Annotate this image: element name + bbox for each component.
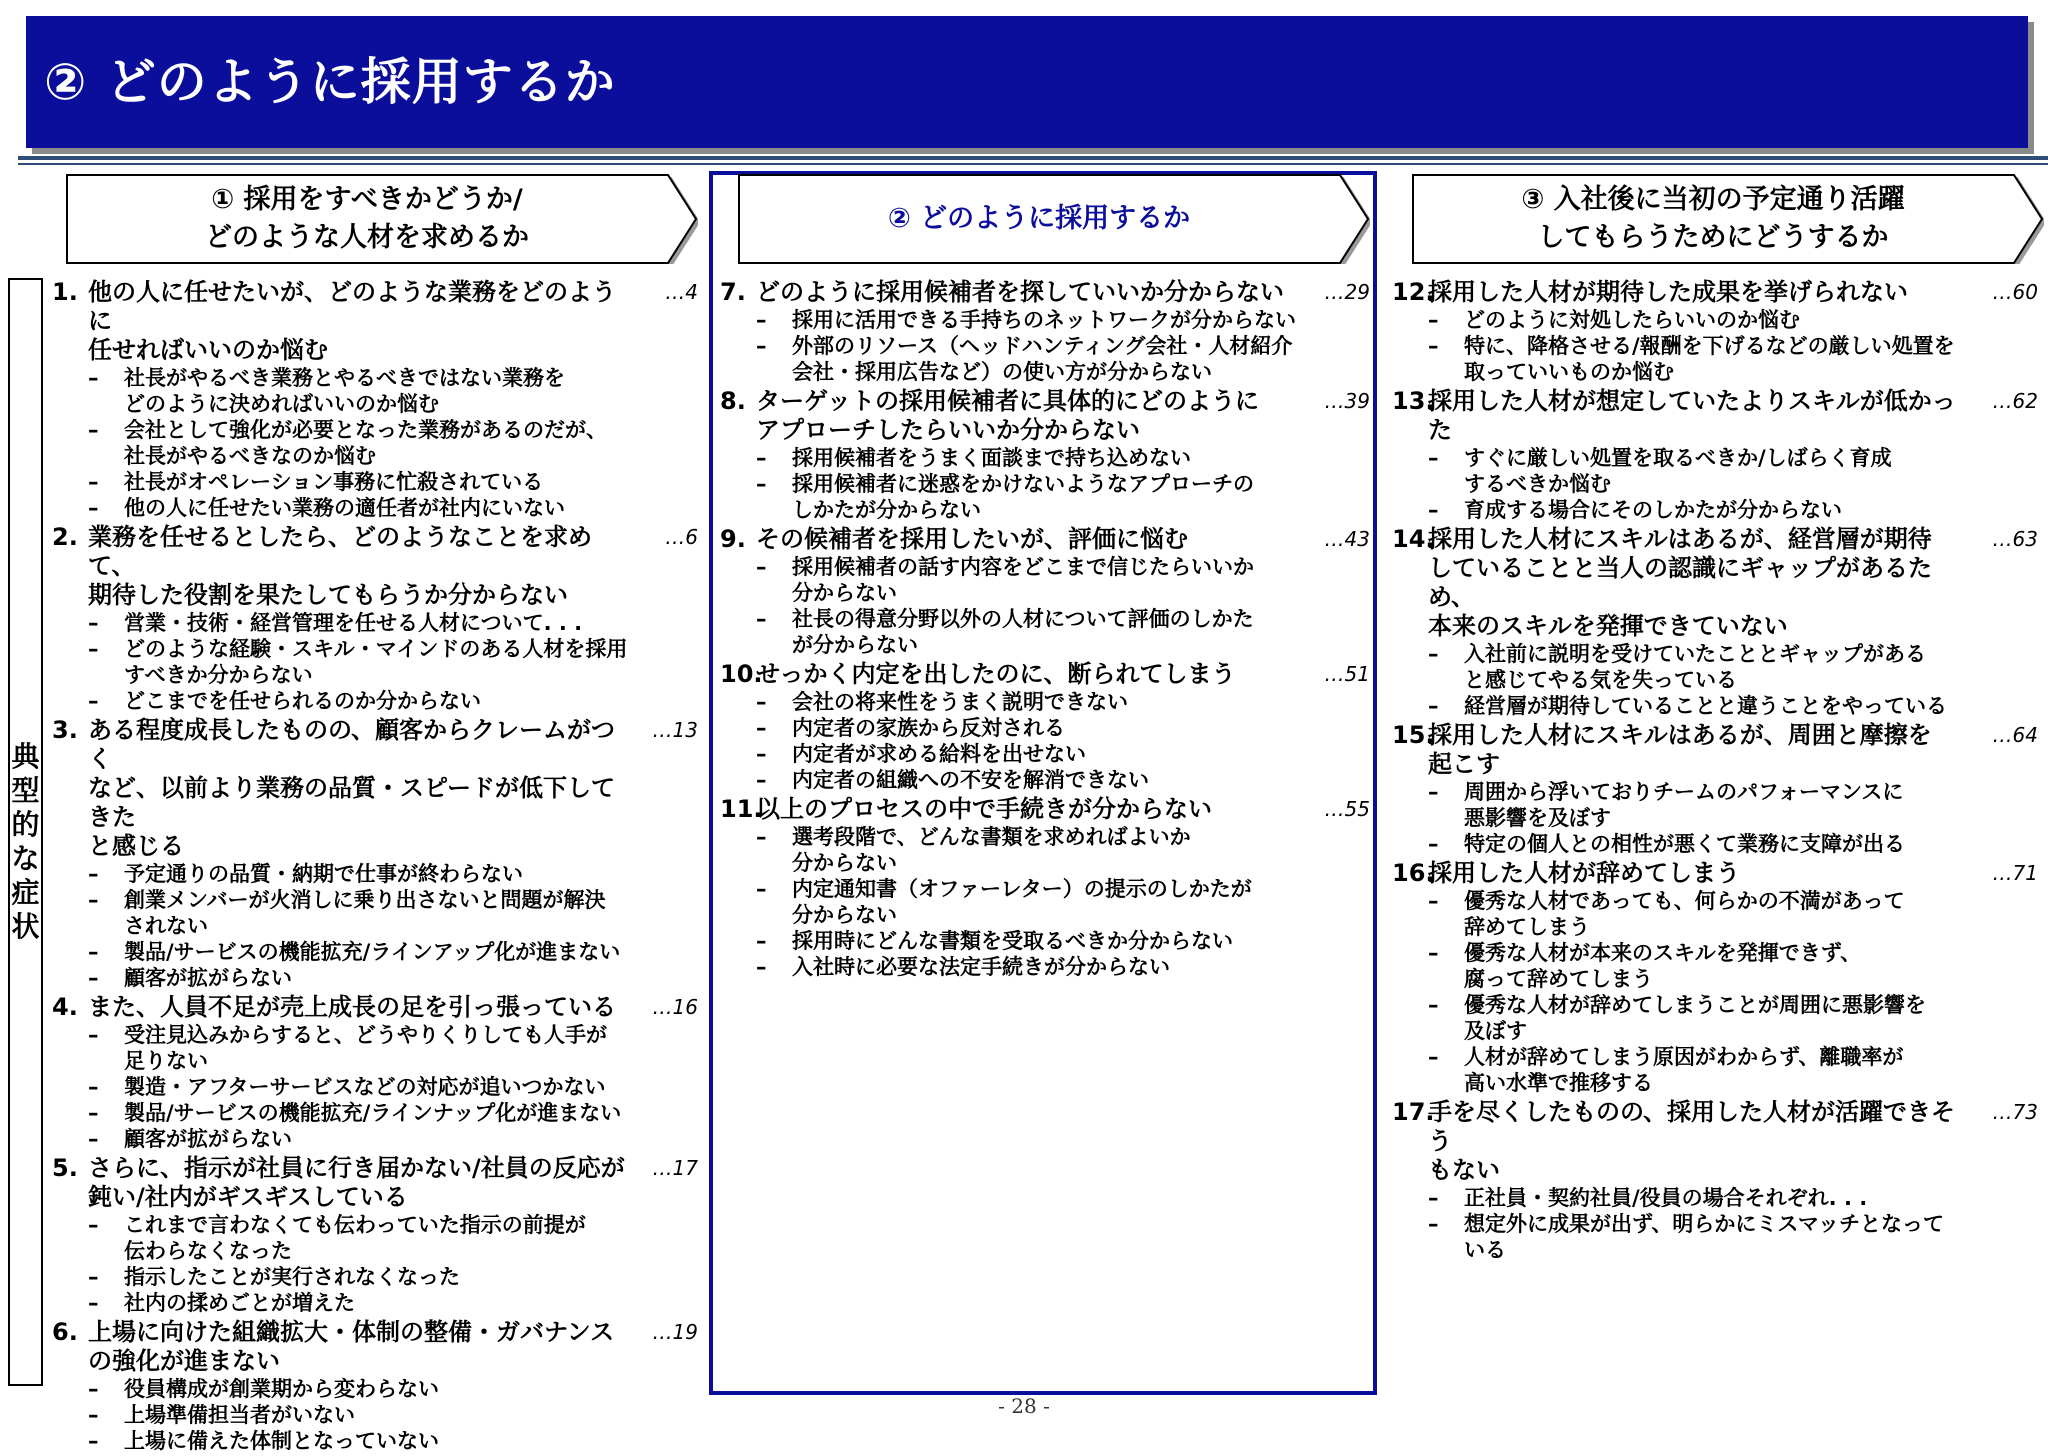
sub-item-text: 内定者が求める給料を出せない	[792, 742, 1086, 766]
item-number: 9.	[720, 525, 746, 553]
symptom-heading	[52, 1318, 702, 1376]
sub-item	[52, 1290, 702, 1316]
dash-bullet-icon: –	[88, 1075, 99, 1099]
symptom-item	[1392, 525, 2042, 719]
sub-item	[52, 1074, 702, 1100]
item-number: 10.	[720, 660, 763, 688]
item-title: 上場に向けた組織拡大・体制の整備・ガバナンス の強化が進まない	[88, 1318, 615, 1375]
sub-item	[1392, 445, 2042, 497]
symptom-heading	[720, 387, 1374, 445]
symptom-heading	[1392, 525, 2042, 641]
item-number: 11.	[720, 795, 763, 823]
header-label-1: ① 採用をすべきかどうか/ どのような人材を求めるか	[205, 184, 529, 253]
sub-item-text: 役員構成が創業期から変わらない	[124, 1377, 439, 1401]
symptom-item	[720, 660, 1374, 793]
dash-bullet-icon: –	[756, 690, 767, 714]
dash-bullet-icon: –	[1428, 832, 1439, 856]
page-reference: …39	[1324, 389, 1370, 413]
divider-line-thin	[18, 163, 2048, 165]
page-reference: …6	[665, 525, 698, 549]
dash-bullet-icon: –	[88, 1213, 99, 1237]
header-label-3: ③ 入社後に当初の予定通り活躍 してもらうためにどうするか	[1521, 184, 1905, 253]
sub-item-text: 会社の将来性をうまく説明できない	[792, 690, 1128, 714]
sub-item	[1392, 1044, 2042, 1096]
symptom-heading	[1392, 859, 2042, 888]
page-reference: …4	[665, 280, 698, 304]
page-reference: …55	[1324, 797, 1370, 821]
sub-item-text: これまで言わなくても伝わっていた指示の前提が 伝わらなくなった	[124, 1213, 586, 1263]
symptom-item	[720, 525, 1374, 658]
symptom-item	[1392, 1098, 2042, 1263]
symptom-item	[720, 795, 1374, 980]
sub-item-text: 上場に備えた体制となっていない	[124, 1429, 439, 1453]
dash-bullet-icon: –	[756, 308, 767, 332]
item-number: 16.	[1392, 859, 1435, 887]
sub-item-list	[52, 1212, 702, 1316]
item-number: 15.	[1392, 721, 1435, 749]
sub-item-list	[52, 861, 702, 991]
sub-item-list	[1392, 1185, 2042, 1263]
sub-item	[720, 741, 1374, 767]
item-number: 14.	[1392, 525, 1435, 553]
sub-item-text: 上場準備担当者がいない	[124, 1403, 355, 1427]
page-reference: …73	[1992, 1100, 2038, 1124]
sub-item-text: 社長の得意分野以外の人材について評価のしかた が分からない	[792, 607, 1254, 657]
sub-item-list	[1392, 307, 2042, 385]
sub-item	[720, 471, 1374, 523]
dash-bullet-icon: –	[756, 446, 767, 470]
dash-bullet-icon: –	[756, 929, 767, 953]
item-title: ある程度成長したものの、顧客からクレームがつく など、以前より業務の品質・スピードが低下してきた と感じる	[88, 716, 616, 860]
sub-item-text: 社長がオペレーション事務に忙殺されている	[124, 470, 544, 494]
dash-bullet-icon: –	[88, 1265, 99, 1289]
dash-bullet-icon: –	[756, 716, 767, 740]
header-arrow-1	[66, 174, 698, 264]
dash-bullet-icon: –	[88, 1291, 99, 1315]
dash-bullet-icon: –	[88, 862, 99, 886]
page-reference: …71	[1992, 861, 2038, 885]
dash-bullet-icon: –	[88, 418, 99, 442]
symptom-item	[52, 716, 702, 991]
sub-item-list	[1392, 888, 2042, 1096]
symptom-heading	[1392, 387, 2042, 445]
page-reference: …19	[652, 1320, 698, 1344]
item-title: 手を尽くしたものの、採用した人材が活躍できそう もない	[1428, 1098, 1956, 1184]
sub-item-text: 内定者の家族から反対される	[792, 716, 1065, 740]
dash-bullet-icon: –	[756, 768, 767, 792]
page-reference: …51	[1324, 662, 1370, 686]
sub-item	[1392, 1211, 2042, 1263]
sub-item	[52, 1428, 702, 1454]
sub-item-text: 製造・アフターサービスなどの対応が追いつかない	[124, 1075, 606, 1099]
page-reference: …43	[1324, 527, 1370, 551]
dash-bullet-icon: –	[756, 472, 767, 496]
dash-bullet-icon: –	[88, 940, 99, 964]
side-label: 典型的な症状	[11, 740, 40, 943]
sub-item-text: 社長がやるべき業務とやるべきではない業務を どのように決めればいいのか悩む	[124, 366, 565, 416]
symptom-item	[1392, 721, 2042, 857]
dash-bullet-icon: –	[1428, 1212, 1439, 1236]
header-label-2: ② どのように採用するか	[887, 203, 1191, 234]
divider-line	[18, 156, 2048, 160]
dash-bullet-icon: –	[88, 611, 99, 635]
dash-bullet-icon: –	[1428, 308, 1439, 332]
sub-item	[52, 939, 702, 965]
sub-item	[52, 887, 702, 939]
dash-bullet-icon: –	[1428, 334, 1439, 358]
symptom-item	[1392, 278, 2042, 385]
sub-item-text: 選考段階で、どんな書類を求めればよいか 分からない	[792, 825, 1191, 875]
sub-item	[1392, 1185, 2042, 1211]
sub-item	[52, 610, 702, 636]
sub-item	[1392, 888, 2042, 940]
symptom-item	[52, 278, 702, 521]
dash-bullet-icon: –	[88, 1101, 99, 1125]
dash-bullet-icon: –	[1428, 446, 1439, 470]
dash-bullet-icon: –	[756, 955, 767, 979]
dash-bullet-icon: –	[88, 1429, 99, 1453]
sub-item-text: 顧客が拡がらない	[124, 1127, 292, 1151]
title-bar	[26, 16, 2028, 148]
sub-item	[52, 688, 702, 714]
sub-item	[52, 965, 702, 991]
dash-bullet-icon: –	[88, 1403, 99, 1427]
sub-item-list	[720, 307, 1374, 385]
sub-item-text: 特に、降格させる/報酬を下げるなどの厳しい処置を 取っていいものか悩む	[1464, 334, 1955, 384]
page-number: - 28 -	[998, 1394, 1050, 1418]
sub-item-text: 営業・技術・経営管理を任せる人材について. . .	[124, 611, 583, 635]
sub-item	[720, 307, 1374, 333]
sub-item-text: 予定通りの品質・納期で仕事が終わらない	[124, 862, 523, 886]
item-title: 採用した人材が想定していたよりスキルが低かった	[1428, 387, 1956, 444]
dash-bullet-icon: –	[1428, 1186, 1439, 1210]
sub-item	[1392, 992, 2042, 1044]
symptom-item	[52, 993, 702, 1152]
sub-item	[52, 495, 702, 521]
sub-item-text: 顧客が拡がらない	[124, 966, 292, 990]
sub-item	[720, 445, 1374, 471]
symptom-item	[52, 1154, 702, 1316]
dash-bullet-icon: –	[756, 742, 767, 766]
page-reference: …64	[1992, 723, 2038, 747]
sub-item	[1392, 779, 2042, 831]
sub-item-text: 受注見込みからすると、どうやりくりしても人手が 足りない	[124, 1023, 607, 1073]
item-number: 12.	[1392, 278, 1435, 306]
header-arrow-3	[1412, 174, 2044, 264]
symptom-heading	[52, 523, 702, 610]
sub-item-text: 優秀な人材であっても、何らかの不満があって 辞めてしまう	[1464, 889, 1905, 939]
column-2	[720, 278, 1374, 982]
item-title: 採用した人材が辞めてしまう	[1428, 859, 1740, 887]
sub-item	[52, 1100, 702, 1126]
side-label-box	[8, 278, 43, 1386]
sub-item-text: 優秀な人材が辞めてしまうことが周囲に悪影響を 及ぼす	[1464, 993, 1926, 1043]
dash-bullet-icon: –	[88, 496, 99, 520]
sub-item-text: 周囲から浮いておりチームのパフォーマンスに 悪影響を及ぼす	[1464, 780, 1904, 830]
sub-item-text: 他の人に任せたい業務の適任者が社内にいない	[124, 496, 565, 520]
sub-item	[52, 469, 702, 495]
sub-item-text: 想定外に成果が出ず、明らかにミスマッチとなって いる	[1464, 1212, 1945, 1262]
sub-item	[720, 606, 1374, 658]
item-number: 1.	[52, 278, 78, 306]
symptom-heading	[1392, 278, 2042, 307]
sub-item	[720, 954, 1374, 980]
page-reference: …62	[1992, 389, 2038, 413]
item-number: 8.	[720, 387, 746, 415]
dash-bullet-icon: –	[1428, 780, 1439, 804]
item-title: 採用した人材が期待した成果を挙げられない	[1428, 278, 1908, 306]
symptom-item	[1392, 387, 2042, 523]
sub-item-text: 採用候補者に迷惑をかけないようなアプローチの しかたが分からない	[792, 472, 1254, 522]
sub-item-list	[1392, 779, 2042, 857]
dash-bullet-icon: –	[756, 825, 767, 849]
symptom-item	[720, 278, 1374, 385]
dash-bullet-icon: –	[756, 334, 767, 358]
page-reference: …63	[1992, 527, 2038, 551]
item-title: その候補者を採用したいが、評価に悩む	[756, 525, 1188, 553]
sub-item	[52, 1212, 702, 1264]
item-title: 採用した人材にスキルはあるが、周囲と摩擦を 起こす	[1428, 721, 1932, 778]
sub-item	[52, 1126, 702, 1152]
item-number: 3.	[52, 716, 78, 744]
dash-bullet-icon: –	[88, 1127, 99, 1151]
column-3	[1392, 278, 2042, 1265]
item-title: 業務を任せるとしたら、どのようなことを求めて、 期待した役割を果たしてもらうか分からない	[88, 523, 592, 609]
item-number: 2.	[52, 523, 78, 551]
item-title: さらに、指示が社員に行き届かない/社員の反応が 鈍い/社内がギスギスしている	[88, 1154, 625, 1211]
sub-item-list	[720, 554, 1374, 658]
sub-item	[720, 928, 1374, 954]
sub-item	[1392, 307, 2042, 333]
dash-bullet-icon: –	[1428, 889, 1439, 913]
sub-item	[1392, 831, 2042, 857]
sub-item	[52, 861, 702, 887]
dash-bullet-icon: –	[1428, 642, 1439, 666]
sub-item-list	[720, 824, 1374, 980]
sub-item-list	[720, 689, 1374, 793]
sub-item-text: 採用に活用できる手持ちのネットワークが分からない	[792, 308, 1296, 332]
item-number: 13.	[1392, 387, 1435, 415]
item-number: 4.	[52, 993, 78, 1021]
sub-item-list	[52, 1022, 702, 1152]
page-reference: …17	[652, 1156, 698, 1180]
sub-item-list	[1392, 641, 2042, 719]
sub-item-text: 特定の個人との相性が悪くて業務に支障が出る	[1464, 832, 1905, 856]
dash-bullet-icon: –	[756, 877, 767, 901]
item-title: 他の人に任せたいが、どのような業務をどのように 任せればいいのか悩む	[88, 278, 616, 364]
sub-item-text: 製品/サービスの機能拡充/ラインナップ化が進まない	[124, 1101, 622, 1125]
sub-item	[720, 715, 1374, 741]
sub-item	[52, 417, 702, 469]
sub-item-text: 内定通知書（オファーレター）の提示のしかたが 分からない	[792, 877, 1252, 927]
sub-item-text: 正社員・契約社員/役員の場合それぞれ. . .	[1464, 1186, 1868, 1210]
symptom-heading	[720, 525, 1374, 554]
dash-bullet-icon: –	[88, 1023, 99, 1047]
sub-item-text: すぐに厳しい処置を取るべきか/しばらく育成 するべきか悩む	[1464, 446, 1892, 496]
page-reference: …13	[652, 718, 698, 742]
dash-bullet-icon: –	[1428, 694, 1439, 718]
dash-bullet-icon: –	[1428, 941, 1439, 965]
sub-item	[52, 365, 702, 417]
sub-item	[720, 689, 1374, 715]
dash-bullet-icon: –	[1428, 993, 1439, 1017]
symptom-heading	[720, 795, 1374, 824]
item-title: どのように採用候補者を探していいか分からない	[756, 278, 1284, 306]
symptom-heading	[1392, 721, 2042, 779]
dash-bullet-icon: –	[1428, 498, 1439, 522]
symptom-heading	[720, 278, 1374, 307]
sub-item-text: 内定者の組織への不安を解消できない	[792, 768, 1149, 792]
sub-item	[1392, 693, 2042, 719]
item-title: 以上のプロセスの中で手続きが分からない	[756, 795, 1212, 823]
sub-item-text: 製品/サービスの機能拡充/ラインアップ化が進まない	[124, 940, 621, 964]
sub-item-text: 採用候補者をうまく面談まで持ち込めない	[792, 446, 1191, 470]
dash-bullet-icon: –	[88, 366, 99, 390]
dash-bullet-icon: –	[1428, 1045, 1439, 1069]
sub-item-text: 指示したことが実行されなくなった	[124, 1265, 460, 1289]
page-title: ② どのように採用するか	[44, 53, 616, 111]
sub-item-list	[52, 365, 702, 521]
sub-item	[52, 636, 702, 688]
dash-bullet-icon: –	[88, 637, 99, 661]
sub-item	[1392, 940, 2042, 992]
dash-bullet-icon: –	[88, 689, 99, 713]
symptom-item	[52, 523, 702, 714]
symptom-item	[1392, 859, 2042, 1096]
page-reference: …29	[1324, 280, 1370, 304]
dash-bullet-icon: –	[756, 607, 767, 631]
dash-bullet-icon: –	[88, 1377, 99, 1401]
dash-bullet-icon: –	[88, 966, 99, 990]
item-title: 採用した人材にスキルはあるが、経営層が期待 していることと当人の認識にギャップがあるため、 本来のスキルを発揮できていない	[1428, 525, 1932, 640]
sub-item	[720, 767, 1374, 793]
symptom-heading	[52, 993, 702, 1022]
sub-item	[720, 333, 1374, 385]
dash-bullet-icon: –	[756, 555, 767, 579]
sub-item-text: 育成する場合にそのしかたが分からない	[1464, 498, 1842, 522]
sub-item	[1392, 641, 2042, 693]
page-reference: …16	[652, 995, 698, 1019]
sub-item-text: どのような経験・スキル・マインドのある人材を採用 すべきか分からない	[124, 637, 628, 687]
sub-item-text: 入社時に必要な法定手続きが分からない	[792, 955, 1170, 979]
sub-item-text: 外部のリソース（ヘッドハンティング会社・人材紹介 会社・採用広告など）の使い方が分からない	[792, 334, 1293, 384]
item-number: 17.	[1392, 1098, 1435, 1126]
dash-bullet-icon: –	[88, 470, 99, 494]
sub-item	[720, 876, 1374, 928]
dash-bullet-icon: –	[88, 888, 99, 912]
sub-item	[1392, 497, 2042, 523]
sub-item-text: 経営層が期待していることと違うことをやっている	[1464, 694, 1947, 718]
sub-item	[52, 1264, 702, 1290]
sub-item-text: 会社として強化が必要となった業務があるのだが、 社長がやるべきなのか悩む	[124, 418, 607, 468]
sub-item-list	[52, 610, 702, 714]
sub-item	[52, 1022, 702, 1074]
sub-item-text: どのように対処したらいいのか悩む	[1464, 308, 1800, 332]
symptom-item	[720, 387, 1374, 523]
sub-item	[720, 824, 1374, 876]
symptom-heading	[52, 278, 702, 365]
sub-item-text: どこまでを任せられるのか分からない	[124, 689, 481, 713]
sub-item-text: 優秀な人材が本来のスキルを発揮できず、 腐って辞めてしまう	[1464, 941, 1862, 991]
sub-item-text: 社内の揉めごとが増えた	[124, 1291, 355, 1315]
symptom-heading	[1392, 1098, 2042, 1185]
sub-item-text: 人材が辞めてしまう原因がわからず、離職率が 高い水準で推移する	[1464, 1045, 1904, 1095]
sub-item-text: 採用時にどんな書類を受取るべきか分からない	[792, 929, 1233, 953]
item-title: せっかく内定を出したのに、断られてしまう	[756, 660, 1236, 688]
sub-item-text: 採用候補者の話す内容をどこまで信じたらいいか 分からない	[792, 555, 1254, 605]
item-number: 7.	[720, 278, 746, 306]
column-1	[52, 278, 702, 1456]
header-arrow-2	[738, 174, 1370, 264]
sub-item-list	[720, 445, 1374, 523]
sub-item	[1392, 333, 2042, 385]
sub-item	[720, 554, 1374, 606]
symptom-heading	[52, 716, 702, 861]
item-title: ターゲットの採用候補者に具体的にどのように アプローチしたらいいか分からない	[756, 387, 1260, 444]
symptom-heading	[52, 1154, 702, 1212]
symptom-item	[52, 1318, 702, 1454]
item-number: 6.	[52, 1318, 78, 1346]
symptom-heading	[720, 660, 1374, 689]
page-reference: …60	[1992, 280, 2038, 304]
sub-item-text: 創業メンバーが火消しに乗り出さないと問題が解決 されない	[124, 888, 606, 938]
sub-item-text: 入社前に説明を受けていたこととギャップがある と感じてやる気を失っている	[1464, 642, 1926, 692]
item-number: 5.	[52, 1154, 78, 1182]
item-title: また、人員不足が売上成長の足を引っ張っている	[88, 993, 616, 1021]
sub-item-list	[1392, 445, 2042, 523]
